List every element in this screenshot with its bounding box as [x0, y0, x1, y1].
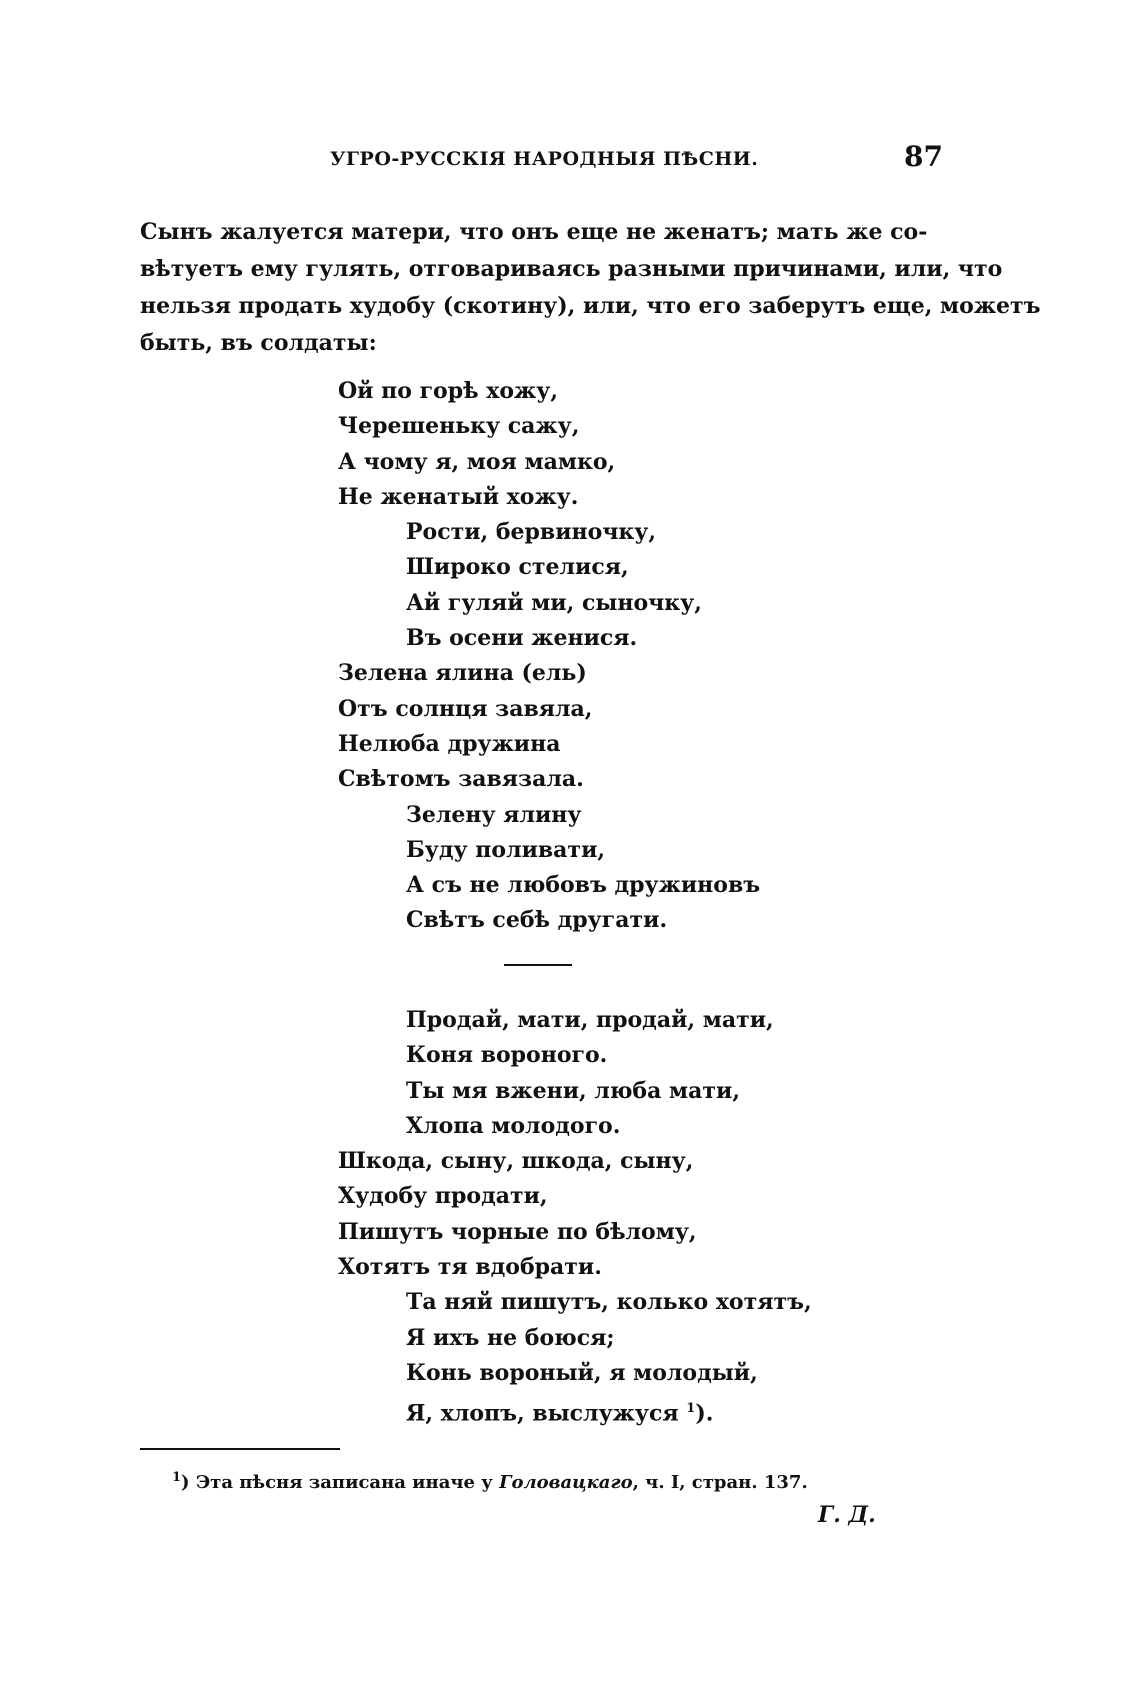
verse-line: Продай, мати, продай, мати,	[406, 1007, 774, 1033]
closing-punctuation: ).	[695, 1400, 714, 1427]
verse-line: Черешеньку сажу,	[338, 413, 580, 440]
verse-line: Зелена ялина (ель)	[338, 660, 587, 687]
verse-line: Коня вороного.	[406, 1042, 608, 1069]
verse-line: А чому я, моя мамко,	[338, 448, 616, 475]
footnote-rule	[140, 1448, 340, 1450]
verse-line: Ой по горѣ хожу,	[338, 378, 558, 404]
verse-line: Ты мя вжени, люба мати,	[406, 1077, 740, 1104]
verse-line: Свѣтъ себѣ другати.	[406, 907, 668, 934]
poem-first	[338, 374, 760, 939]
footnote-author: Головацкаго	[499, 1472, 633, 1493]
verse-line: А съ не любовъ дружиновъ	[406, 872, 761, 899]
verse-line: Шкода, сыну, шкода, сыну,	[338, 1148, 694, 1175]
page-number: 87	[904, 140, 943, 173]
intro-line: Сынъ жалуется матери, что онъ еще не женатъ; мать же со-	[140, 219, 928, 245]
verse-line: Свѣтомъ завязала.	[338, 766, 584, 793]
verse-line: Хлопа молодого.	[406, 1112, 621, 1139]
verse-line: Не женатый хожу.	[338, 483, 579, 510]
intro-paragraph	[140, 214, 1041, 362]
verse-line: Нелюба дружина	[338, 730, 561, 757]
verse-line: Конь вороный, я молодый,	[406, 1359, 758, 1386]
verse-line: Ай гуляй ми, сыночку,	[406, 589, 702, 616]
verse-line: Рости, бервиночку,	[406, 519, 657, 546]
verse-line: Въ осени женися.	[406, 625, 638, 652]
intro-line: вѣтуетъ ему гулять, отговариваясь разными причинами, или, что	[140, 256, 1003, 282]
footnote-reference[interactable]: 1	[686, 1401, 696, 1417]
intro-line: быть, въ солдаты:	[140, 330, 377, 356]
intro-line: нельзя продать худобу (скотину), или, что его заберутъ еще, можетъ	[140, 293, 1041, 319]
verse-line: Хотятъ тя вдобрати.	[338, 1254, 602, 1281]
footnote-marker: 1	[172, 1470, 182, 1485]
footnote-text-end: , ч. I, стран. 137.	[632, 1472, 808, 1493]
footnote	[172, 1470, 808, 1493]
verse-line: Отъ солнця завяла,	[338, 695, 593, 722]
verse-line: Пишутъ чорные по бѣлому,	[338, 1218, 697, 1245]
poem-second	[338, 1003, 812, 1427]
verse-line: Широко стелися,	[406, 554, 629, 581]
signature: Г. Д.	[818, 1502, 876, 1528]
verse-line: Зелену ялину	[406, 801, 582, 828]
running-title: УГРО-РУССКІЯ НАРОДНЫЯ ПѢСНИ.	[330, 148, 759, 170]
verse-text: Я, хлопъ, выслужуся	[406, 1400, 679, 1427]
verse-line: Та няй пишутъ, колько хотятъ,	[406, 1289, 812, 1316]
footnote-text: Эта пѣсня записана иначе у	[189, 1472, 500, 1493]
footnote-marker-suffix: )	[181, 1472, 190, 1493]
section-divider	[504, 964, 572, 966]
verse-line: Худобу продати,	[338, 1183, 548, 1210]
verse-line: Буду поливати,	[406, 836, 606, 863]
verse-line: Я ихъ не боюся;	[406, 1324, 615, 1351]
verse-line-last	[338, 1391, 812, 1426]
